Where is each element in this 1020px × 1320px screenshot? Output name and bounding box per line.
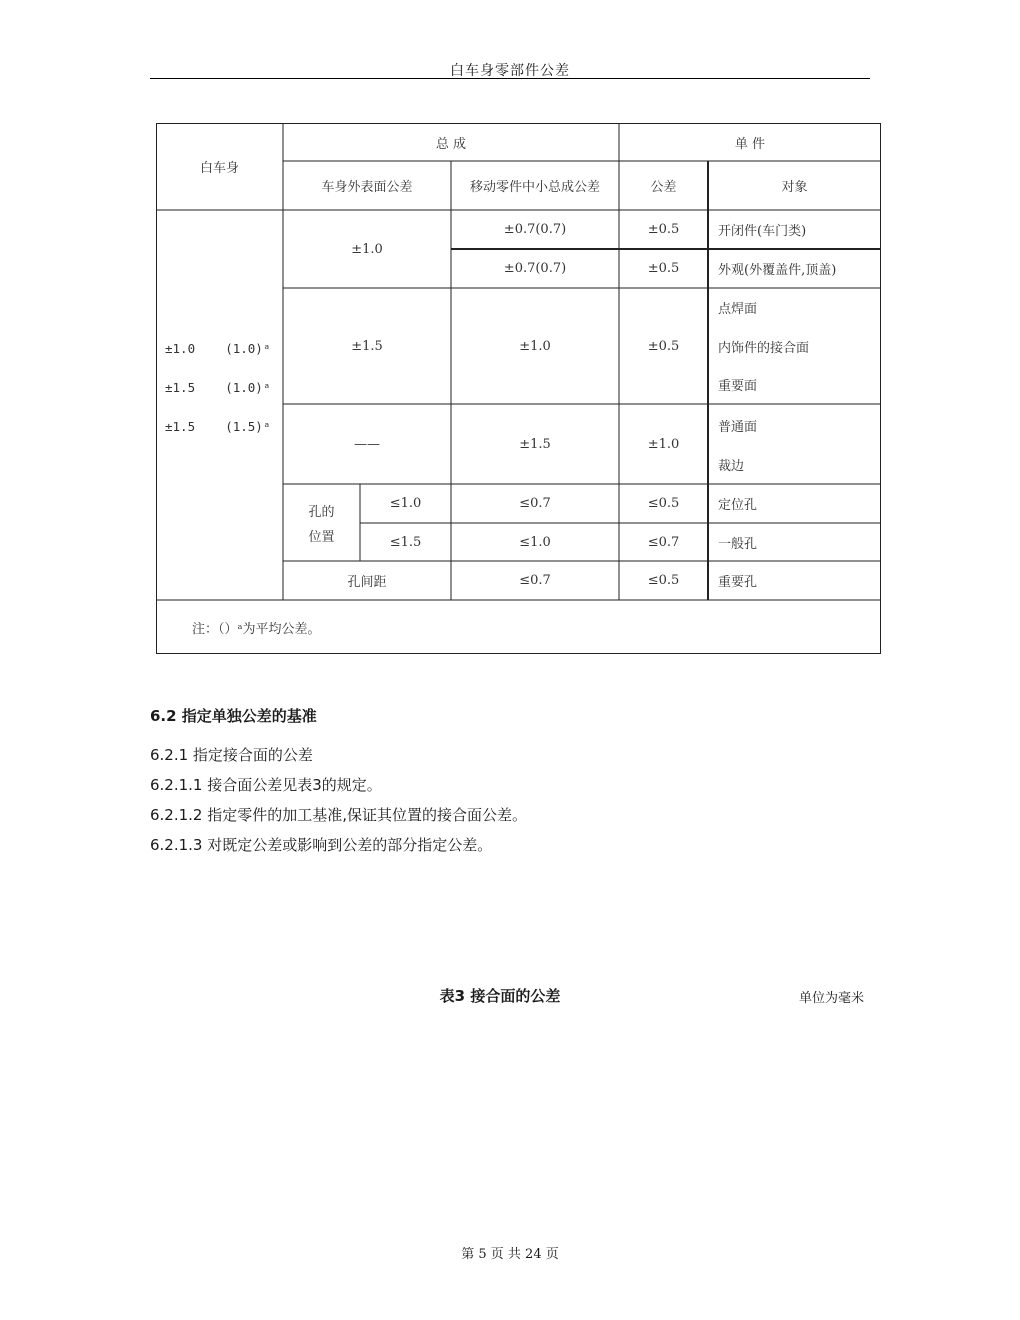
header-tolerance: 公差 bbox=[650, 180, 677, 195]
hole-a-surface: ≤1.0 bbox=[389, 496, 422, 511]
section-6-2-heading: 6.2 指定单独公差的基准 bbox=[150, 707, 317, 725]
r2-tolerance: ±0.5 bbox=[647, 338, 680, 354]
r3-moving: ±1.5 bbox=[519, 436, 551, 452]
r2-target-2: 内饰件的接合面 bbox=[718, 340, 810, 356]
hole-position-label-1: 孔的 bbox=[308, 504, 335, 520]
body-value-2: ±1.5 (1.0)ᵃ bbox=[165, 379, 271, 395]
header-body: 白车身 bbox=[199, 161, 239, 176]
body-value-3: ±1.5 (1.5)ᵃ bbox=[165, 418, 271, 434]
r2-target-1: 点焊面 bbox=[718, 301, 758, 317]
r3-surface: —— bbox=[354, 436, 380, 452]
page-header-title: 白车身零部件公差 bbox=[450, 63, 570, 79]
header-single: 单 件 bbox=[734, 136, 766, 152]
hole-b-tolerance: ≤0.7 bbox=[647, 534, 680, 550]
r1-target-a: 开闭件(车门类) bbox=[718, 224, 807, 239]
r1-target-b: 外观(外覆盖件,顶盖) bbox=[718, 263, 837, 278]
tolerance-table bbox=[156, 123, 881, 654]
header-moving: 移动零件中小总成公差 bbox=[469, 180, 600, 195]
hole-a-tolerance: ≤0.5 bbox=[647, 496, 680, 511]
section-6-2-1-1: 6.2.1.1 接合面公差见表3的规定。 bbox=[150, 776, 382, 794]
hole-spacing-moving: ≤0.7 bbox=[519, 573, 551, 588]
table-note: 注：（）ᵃ为平均公差。 bbox=[192, 621, 321, 637]
r1-tolerance-a: ±0.5 bbox=[647, 222, 680, 237]
table-3-unit: 单位为毫米 bbox=[798, 991, 864, 1006]
header-rule bbox=[150, 78, 870, 79]
r2-moving: ±1.0 bbox=[519, 338, 551, 354]
header-target: 对象 bbox=[781, 180, 808, 195]
hole-b-surface: ≤1.5 bbox=[389, 534, 422, 550]
hole-a-moving: ≤0.7 bbox=[519, 496, 551, 511]
r1-tolerance-b: ±0.5 bbox=[647, 261, 680, 276]
section-6-2-1: 6.2.1 指定接合面的公差 bbox=[150, 746, 313, 764]
body-value-1: ±1.0 (1.0)ᵃ bbox=[165, 340, 271, 356]
r1-surface: ±1.0 bbox=[351, 241, 383, 257]
hole-b-target: 一般孔 bbox=[718, 536, 758, 552]
hole-a-target: 定位孔 bbox=[718, 498, 758, 513]
r3-target-2: 裁边 bbox=[718, 458, 745, 474]
r2-target-3: 重要面 bbox=[718, 378, 758, 394]
hole-spacing-target: 重要孔 bbox=[718, 575, 758, 590]
r3-target-1: 普通面 bbox=[718, 419, 758, 435]
hole-spacing-label: 孔间距 bbox=[347, 575, 387, 590]
r2-surface: ±1.5 bbox=[351, 338, 383, 354]
page-footer: 第 5 页 共 24 页 bbox=[461, 1247, 559, 1262]
r1-moving-a: ±0.7(0.7) bbox=[503, 222, 567, 237]
r3-tolerance: ±1.0 bbox=[647, 436, 680, 452]
hole-spacing-tolerance: ≤0.5 bbox=[647, 573, 680, 588]
r1-moving-b: ±0.7(0.7) bbox=[503, 261, 567, 276]
table-3-title: 表3 接合面的公差 bbox=[439, 987, 561, 1005]
hole-b-moving: ≤1.0 bbox=[519, 534, 551, 550]
section-6-2-1-2: 6.2.1.2 指定零件的加工基准,保证其位置的接合面公差。 bbox=[150, 806, 528, 824]
header-surface: 车身外表面公差 bbox=[321, 180, 413, 195]
section-6-2-1-3: 6.2.1.3 对既定公差或影响到公差的部分指定公差。 bbox=[150, 836, 493, 854]
hole-position-label-2: 位置 bbox=[308, 529, 335, 545]
header-assembly: 总 成 bbox=[435, 136, 467, 152]
